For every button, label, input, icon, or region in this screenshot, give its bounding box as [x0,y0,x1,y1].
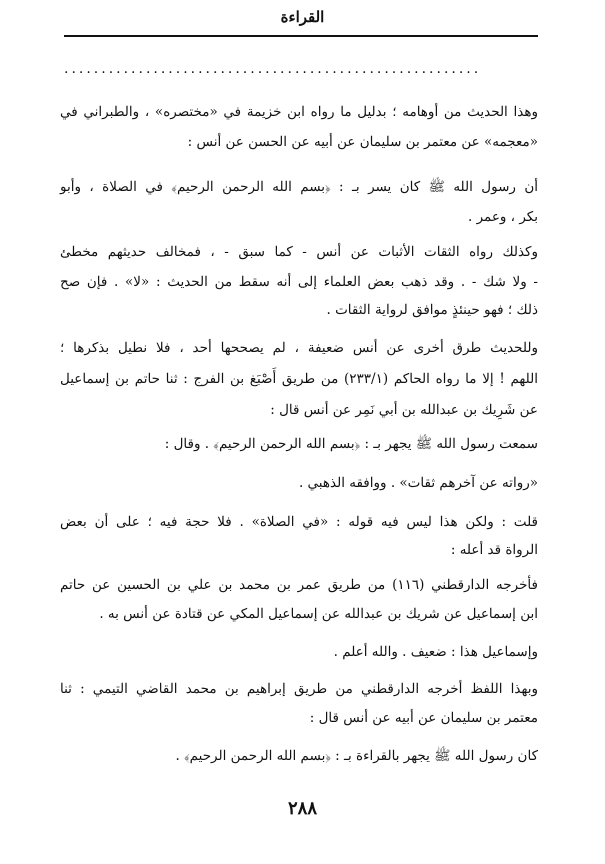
page-number: ٢٨٨ [287,798,317,819]
text-line: قلت : ولكن هذا ليس فيه قوله : «في الصلاة» . فلا حجة فيه ؛ على أن بعض [60,514,538,530]
text-line: كان رسول الله ﷺ يجهر بالقراءة بـ : ﴿بسم الله الرحمن الرحيم﴾ . [175,748,538,764]
text-line: وبهذا اللفظ أخرجه الدارقطني من طريق إبراهيم بن محمد القاضي التيمي : ثنا [60,681,538,697]
text-line: ابن إسماعيل عن شريك بن عبدالله عن إسماعيل المكي عن قتادة عن أنس به . [99,606,538,622]
text-line: - ولا شك - . وقد ذهب بعض العلماء إلى أنه سقط من الحديث : «لا» . فإن صح [60,274,538,290]
text-line: فأخرجه الدارقطني (١١٦) من طريق عمر بن محمد بن علي بن الحسين عن حاتم [60,577,538,593]
text-line: ذلك ؛ فهو حينئذٍ موافق لرواية الثقات . [326,302,538,318]
text-line: «رواته عن آخرهم ثقات» . ووافقه الذهبي . [298,475,538,491]
text-line: أن رسول الله ﷺ كان يسر بـ : ﴿بسم الله الرحمن الرحيم﴾ في الصلاة ، وأبو [60,179,538,195]
text-line: وللحديث طرق أخرى عن أنس ضعيفة ، لم يصححها أحد ، فلا نطيل بذكرها ؛ [60,340,538,356]
text-line: وهذا الحديث من أوهامه ؛ بدليل ما رواه ابن خزيمة في «مختصره» ، والطبراني في [60,104,538,120]
text-line: الرواة قد أعله : [450,542,538,558]
text-line: بكر ، وعمر . [467,209,538,225]
text-line: سمعت رسول الله ﷺ يجهر بـ : ﴿بسم الله الرحمن الرحيم﴾ . وقال : [164,436,538,452]
dotted-separator: ........................................................ [64,61,482,77]
header-rule [64,35,538,37]
text-line: وكذلك رواه الثقات الأثبات عن أنس - كما سبق - ، فمخالف حديثهم مخطئ [60,244,538,260]
text-line: عن شَرِيك بن عبدالله بن أبي نَمِر عن أنس قال : [270,402,538,418]
text-line: اللهم ! إلا ما رواه الحاكم (٢٣٣/١) من طريق أَصْبَغ بن الفرج : ثنا حاتم بن إسماعيل [60,371,538,387]
text-line: معتمر بن سليمان عن أبيه عن أنس قال : [309,710,538,726]
text-line: وإسماعيل هذا : ضعيف . والله أعلم . [333,644,538,660]
text-line: «معجمه» عن معتمر بن سليمان عن أبيه عن الحسن عن أنس : [187,134,538,150]
running-header-title: القراءة [280,8,325,26]
